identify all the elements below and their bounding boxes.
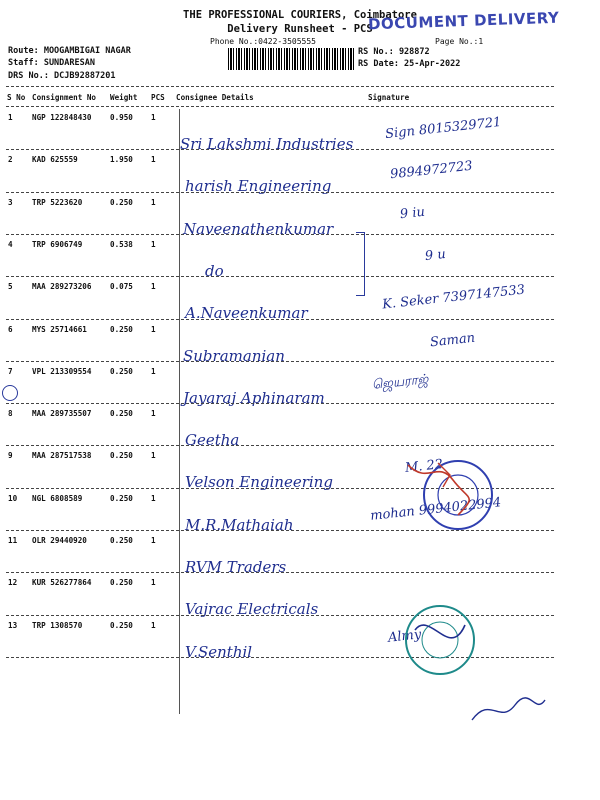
row-pcs: 1	[151, 239, 156, 249]
row-consignee-handwritten: A.Naveenkumar	[185, 304, 308, 323]
row-weight: 0.950	[110, 113, 133, 122]
row-pcs: 1	[151, 282, 156, 292]
row-signature-handwritten: mohan 9994022994	[369, 494, 502, 524]
row-signature-handwritten: ஜெயராஜ்	[371, 371, 430, 393]
col-pcs: PCS	[151, 93, 165, 102]
document-delivery-stamp: DOCUMENT DELIVERY	[367, 8, 560, 34]
row-consignment-no: MAA 289273206	[32, 282, 92, 292]
row-sno: 3	[8, 197, 13, 207]
row-sno: 10	[8, 493, 18, 503]
row-weight: 1.950	[110, 155, 133, 165]
row-pcs: 1	[151, 620, 156, 630]
row-signature-handwritten: 9 u	[424, 246, 447, 264]
row-weight: 0.250	[110, 451, 133, 461]
row-consignment-no: OLR 29440920	[32, 536, 87, 545]
row-divider	[6, 149, 554, 150]
row-consignment-no: TRP 6906749	[32, 239, 83, 249]
row-weight: 0.250	[110, 536, 133, 545]
row-divider	[6, 276, 554, 277]
row-sno: 4	[8, 239, 13, 249]
row-divider	[6, 403, 554, 404]
row-weight: 0.250	[110, 409, 133, 419]
row-pcs: 1	[151, 493, 156, 503]
vajrac-seal-stamp	[395, 600, 495, 680]
row-weight: 0.250	[110, 578, 133, 588]
row-weight: 0.250	[110, 366, 133, 376]
row-consignee-handwritten: M.R.Mathaiah	[185, 515, 294, 534]
company-title: THE PROFESSIONAL COURIERS, Coimbatore	[183, 9, 417, 21]
row-consignee-handwritten: Naveenathenkumar	[183, 219, 334, 238]
row-weight: 0.250	[110, 620, 133, 630]
row-weight: 0.075	[110, 282, 133, 292]
row-consignment-no: MAA 289735507	[32, 409, 92, 419]
col-signature: Signature	[368, 93, 410, 102]
row-sno: 9	[8, 451, 13, 461]
row-consignment-no: KUR 526277864	[32, 578, 92, 588]
row-consignee-handwritten: Vajrac Electricals	[185, 600, 319, 619]
row-consignee-handwritten: do	[205, 261, 224, 280]
company-seal-stamp	[398, 455, 548, 585]
row-pcs: 1	[151, 324, 156, 334]
row-consignment-no: NGL 6808589	[32, 493, 83, 503]
consignee-column-rule	[179, 109, 180, 714]
row-divider	[6, 319, 554, 320]
row-divider	[6, 192, 554, 193]
row-signature-handwritten: K. Seker 7397147533	[381, 282, 526, 313]
row-sno: 5	[8, 282, 13, 292]
row-signature-handwritten: M. 22	[404, 457, 444, 477]
runsheet-title: Delivery Runsheet - PCS	[227, 23, 373, 35]
row7-circle-mark	[2, 385, 18, 401]
row-divider	[6, 445, 554, 446]
row-consignee-handwritten: V.Senthil	[185, 642, 253, 661]
row-consignment-no: TRP 5223620	[32, 197, 83, 207]
col-sno: S No	[7, 93, 26, 102]
row-consignment-no: MYS 25714661	[32, 324, 87, 334]
row-consignee-handwritten: RVM Traders	[185, 558, 287, 576]
row-divider	[6, 361, 554, 362]
col-consignment: Consignment No	[32, 93, 97, 102]
rs-date: RS Date: 25-Apr-2022	[358, 59, 461, 69]
row-divider	[6, 234, 554, 235]
page-number: Page No.:1	[435, 37, 484, 46]
row-sno: 6	[8, 324, 13, 334]
route: Route: MOOGAMBIGAI NAGAR	[8, 46, 131, 56]
row-pcs: 1	[151, 578, 156, 588]
row-sno: 11	[8, 536, 18, 545]
row-consignment-no: KAD 625559	[32, 155, 78, 165]
row-signature-handwritten: Saman	[429, 330, 476, 350]
row-pcs: 1	[151, 197, 156, 207]
row-sno: 7	[8, 366, 13, 376]
row-sno: 12	[8, 578, 18, 588]
row-consignment-no: MAA 287517538	[32, 451, 92, 461]
row-sno: 2	[8, 155, 13, 165]
column-header-divider	[6, 106, 554, 107]
row-pcs: 1	[151, 366, 156, 376]
row-weight: 0.250	[110, 324, 133, 334]
row-sno: 13	[8, 620, 18, 630]
signature-scribble	[470, 690, 550, 730]
row-consignment-no: NGP 122848430	[32, 113, 92, 122]
phone-number: Phone No.:0422-3505555	[210, 37, 316, 46]
row-signature-handwritten: 9894972723	[389, 159, 474, 183]
row-consignee-handwritten: Geetha	[185, 431, 240, 450]
rs-number: RS No.: 928872	[358, 47, 430, 57]
row-pcs: 1	[151, 113, 156, 122]
row-signature-handwritten: 9 iu	[399, 204, 426, 222]
row-pcs: 1	[151, 409, 156, 419]
row-signature-handwritten: Almy	[387, 626, 422, 646]
row-weight: 0.250	[110, 197, 133, 207]
rows-3-4-bracket	[356, 232, 365, 296]
row-consignment-no: TRP 1308570	[32, 620, 83, 630]
row-signature-handwritten: Sign 8015329721	[384, 114, 503, 143]
col-weight: Weight	[110, 93, 138, 102]
barcode	[228, 48, 354, 70]
row-consignee-handwritten: Sri Lakshmi Industries	[180, 135, 354, 153]
staff: Staff: SUNDARESAN	[8, 58, 95, 68]
row-consignee-handwritten: Velson Engineering	[185, 473, 333, 492]
row-pcs: 1	[151, 451, 156, 461]
col-consignee: Consignee Details	[176, 93, 254, 102]
row-pcs: 1	[151, 536, 156, 545]
drs-number: DRS No.: DCJB92887201	[8, 71, 116, 81]
row-pcs: 1	[151, 155, 156, 165]
row-sno: 8	[8, 409, 13, 419]
row-consignee-handwritten: Subramanian	[183, 346, 285, 365]
row-weight: 0.538	[110, 239, 133, 249]
row-consignment-no: VPL 213309554	[32, 366, 92, 376]
header-divider	[6, 86, 554, 87]
row-weight: 0.250	[110, 493, 133, 503]
row-sno: 1	[8, 113, 13, 122]
row-consignee-handwritten: harish Engineering	[185, 177, 332, 196]
row-consignee-handwritten: Jayaraj Aphinaram	[183, 388, 325, 407]
